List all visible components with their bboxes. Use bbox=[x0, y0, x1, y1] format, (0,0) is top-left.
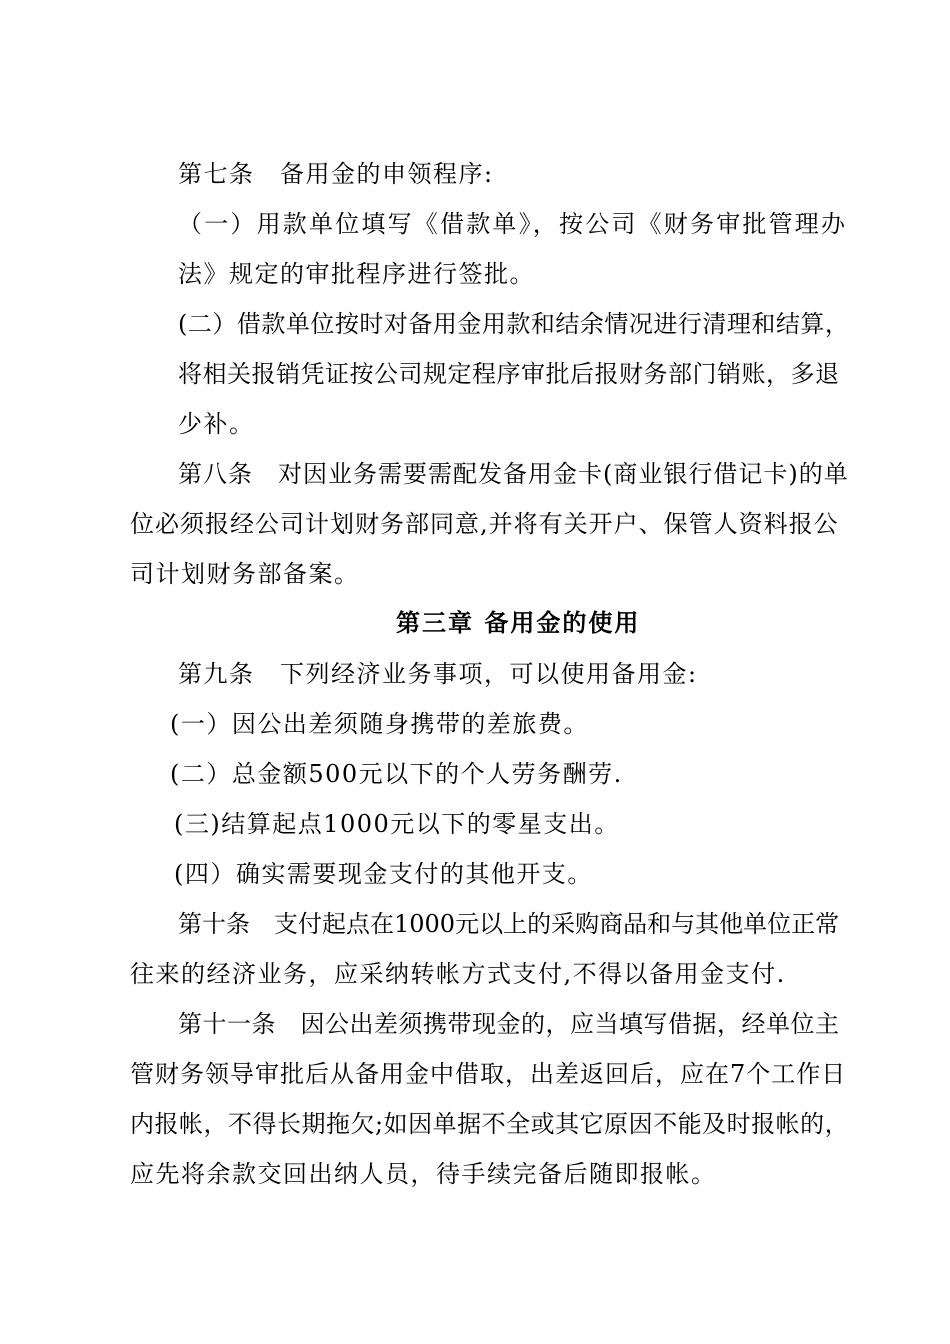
article-9-item-3: (三)结算起点1000元以下的零星支出。 bbox=[174, 810, 620, 838]
article-10-line-1: 第十条 支付起点在1000元以上的采购商品和与其他单位正常 bbox=[178, 910, 840, 938]
article-8-line-1: 第八条 对因业务需要需配发备用金卡(商业银行借记卡)的单 bbox=[178, 460, 849, 488]
article-7-item-2-line-2: 将相关报销凭证按公司规定程序审批后报财务部门销账，多退 bbox=[178, 360, 840, 388]
article-11-line-2: 管财务领导审批后从备用金中借取，出差返回后，应在7个工作日 bbox=[130, 1060, 847, 1088]
article-8-line-3: 司计划财务部备案。 bbox=[130, 560, 360, 588]
article-7-item-2-line-3: 少补。 bbox=[178, 410, 255, 438]
article-7-item-1-line-2: 法》规定的审批程序进行签批。 bbox=[178, 260, 535, 288]
article-7-title: 第七条 备用金的申领程序: bbox=[178, 160, 494, 188]
article-11-line-1: 第十一条 因公出差须携带现金的，应当填写借据，经单位主 bbox=[178, 1010, 840, 1038]
article-9-item-2: (二）总金额500元以下的个人劳务酬劳. bbox=[170, 760, 623, 788]
article-9-item-4: (四）确实需要现金支付的其他开支。 bbox=[174, 860, 593, 888]
article-9-title: 第九条 下列经济业务事项，可以使用备用金: bbox=[178, 660, 698, 688]
article-10-line-2: 往来的经济业务，应采纳转帐方式支付,不得以备用金支付. bbox=[130, 960, 786, 988]
article-11-line-3: 内报帐，不得长期拖欠;如因单据不全或其它原因不能及时报帐的， bbox=[130, 1110, 850, 1138]
article-8-line-2: 位必须报经公司计划财务部同意,并将有关开户、保管人资料报公 bbox=[130, 510, 839, 538]
article-7-item-2-line-1: (二）借款单位按时对备用金用款和结余情况进行清理和结算， bbox=[178, 310, 850, 338]
article-7-item-1-line-1: （一）用款单位填写《借款单》，按公司《财务审批管理办 bbox=[178, 210, 848, 238]
chapter-3-heading: 第三章 备用金的使用 bbox=[396, 609, 641, 637]
article-11-line-4: 应先将余款交回出纳人员，待手续完备后随即报帐。 bbox=[130, 1160, 717, 1188]
article-9-item-1: (一）因公出差须随身携带的差旅费。 bbox=[170, 710, 589, 738]
